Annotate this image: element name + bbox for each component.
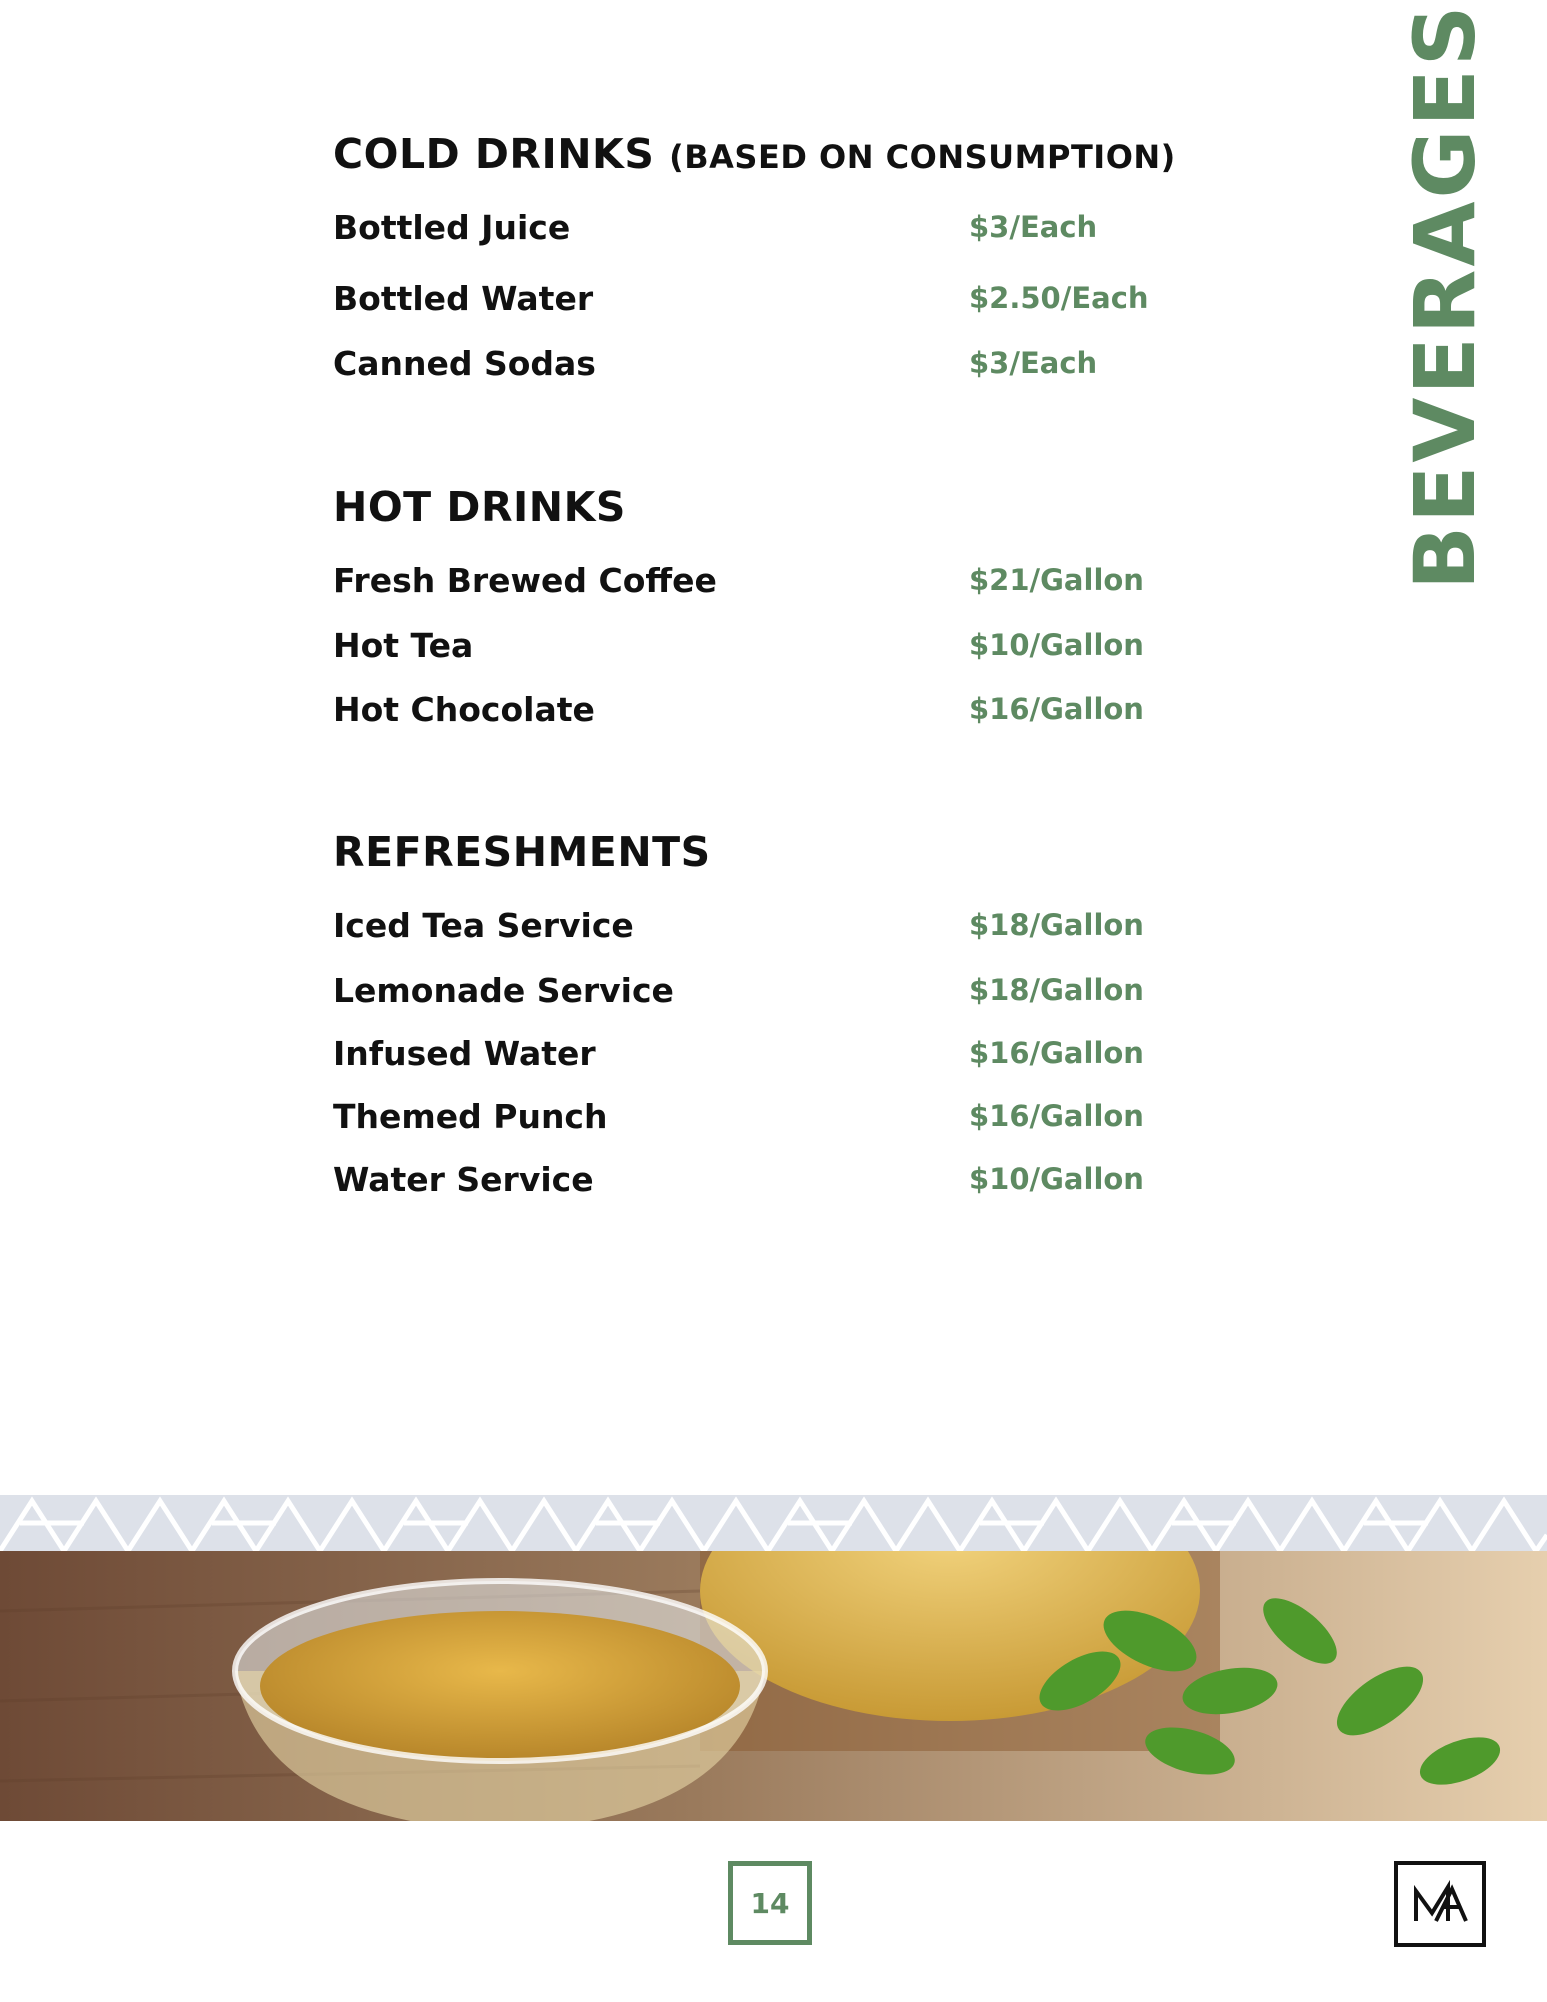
section-title: REFRESHMENTS — [333, 828, 711, 876]
item-name: Canned Sodas — [333, 344, 596, 383]
item-price: $18/Gallon — [969, 908, 1144, 942]
section-cold-drinks — [333, 130, 1233, 383]
item-price: $16/Gallon — [969, 1036, 1144, 1070]
item-price: $10/Gallon — [969, 1162, 1144, 1196]
section-subtitle: (BASED ON CONSUMPTION) — [669, 138, 1176, 176]
chevron-pattern — [0, 1495, 1547, 1551]
section-title: HOT DRINKS — [333, 483, 626, 531]
menu-item — [333, 1097, 1233, 1137]
item-name: Infused Water — [333, 1034, 596, 1073]
ma-monogram-icon — [1410, 1879, 1470, 1929]
menu-item — [333, 344, 1233, 384]
section-hot-drinks — [333, 483, 1233, 729]
menu-item — [333, 626, 1233, 666]
page-number: 14 — [750, 1886, 790, 1920]
item-price: $3/Each — [969, 346, 1098, 380]
item-name: Fresh Brewed Coffee — [333, 561, 717, 600]
item-price: $3/Each — [969, 210, 1098, 244]
item-name: Bottled Juice — [333, 208, 571, 247]
menu-item — [333, 279, 1233, 319]
section-refreshments — [333, 828, 1233, 1199]
item-price: $2.50/Each — [969, 281, 1149, 315]
item-name: Bottled Water — [333, 279, 594, 318]
menu-item — [333, 971, 1233, 1011]
side-title-beverages: BEVERAGES — [1396, 2, 1494, 590]
item-name: Lemonade Service — [333, 971, 674, 1010]
section-title-text: COLD DRINKS — [333, 130, 655, 178]
item-price: $10/Gallon — [969, 628, 1144, 662]
pattern-banner — [0, 1495, 1547, 1551]
item-name: Water Service — [333, 1160, 594, 1199]
item-price: $18/Gallon — [969, 973, 1144, 1007]
tea-photo — [0, 1551, 1547, 1821]
menu-item — [333, 1160, 1233, 1200]
tea-illustration — [0, 1551, 1547, 1821]
item-price: $21/Gallon — [969, 563, 1144, 597]
item-name: Iced Tea Service — [333, 906, 634, 945]
item-name: Hot Tea — [333, 626, 474, 665]
menu-item — [333, 208, 1233, 248]
menu-item — [333, 906, 1233, 946]
menu-item — [333, 561, 1233, 601]
item-price: $16/Gallon — [969, 692, 1144, 726]
brand-logo — [1394, 1861, 1486, 1947]
menu-item — [333, 1034, 1233, 1074]
item-price: $16/Gallon — [969, 1099, 1144, 1133]
item-name: Hot Chocolate — [333, 690, 595, 729]
page-number-box — [728, 1861, 812, 1945]
item-name: Themed Punch — [333, 1097, 608, 1136]
section-title — [333, 130, 1233, 178]
menu-item — [333, 690, 1233, 730]
